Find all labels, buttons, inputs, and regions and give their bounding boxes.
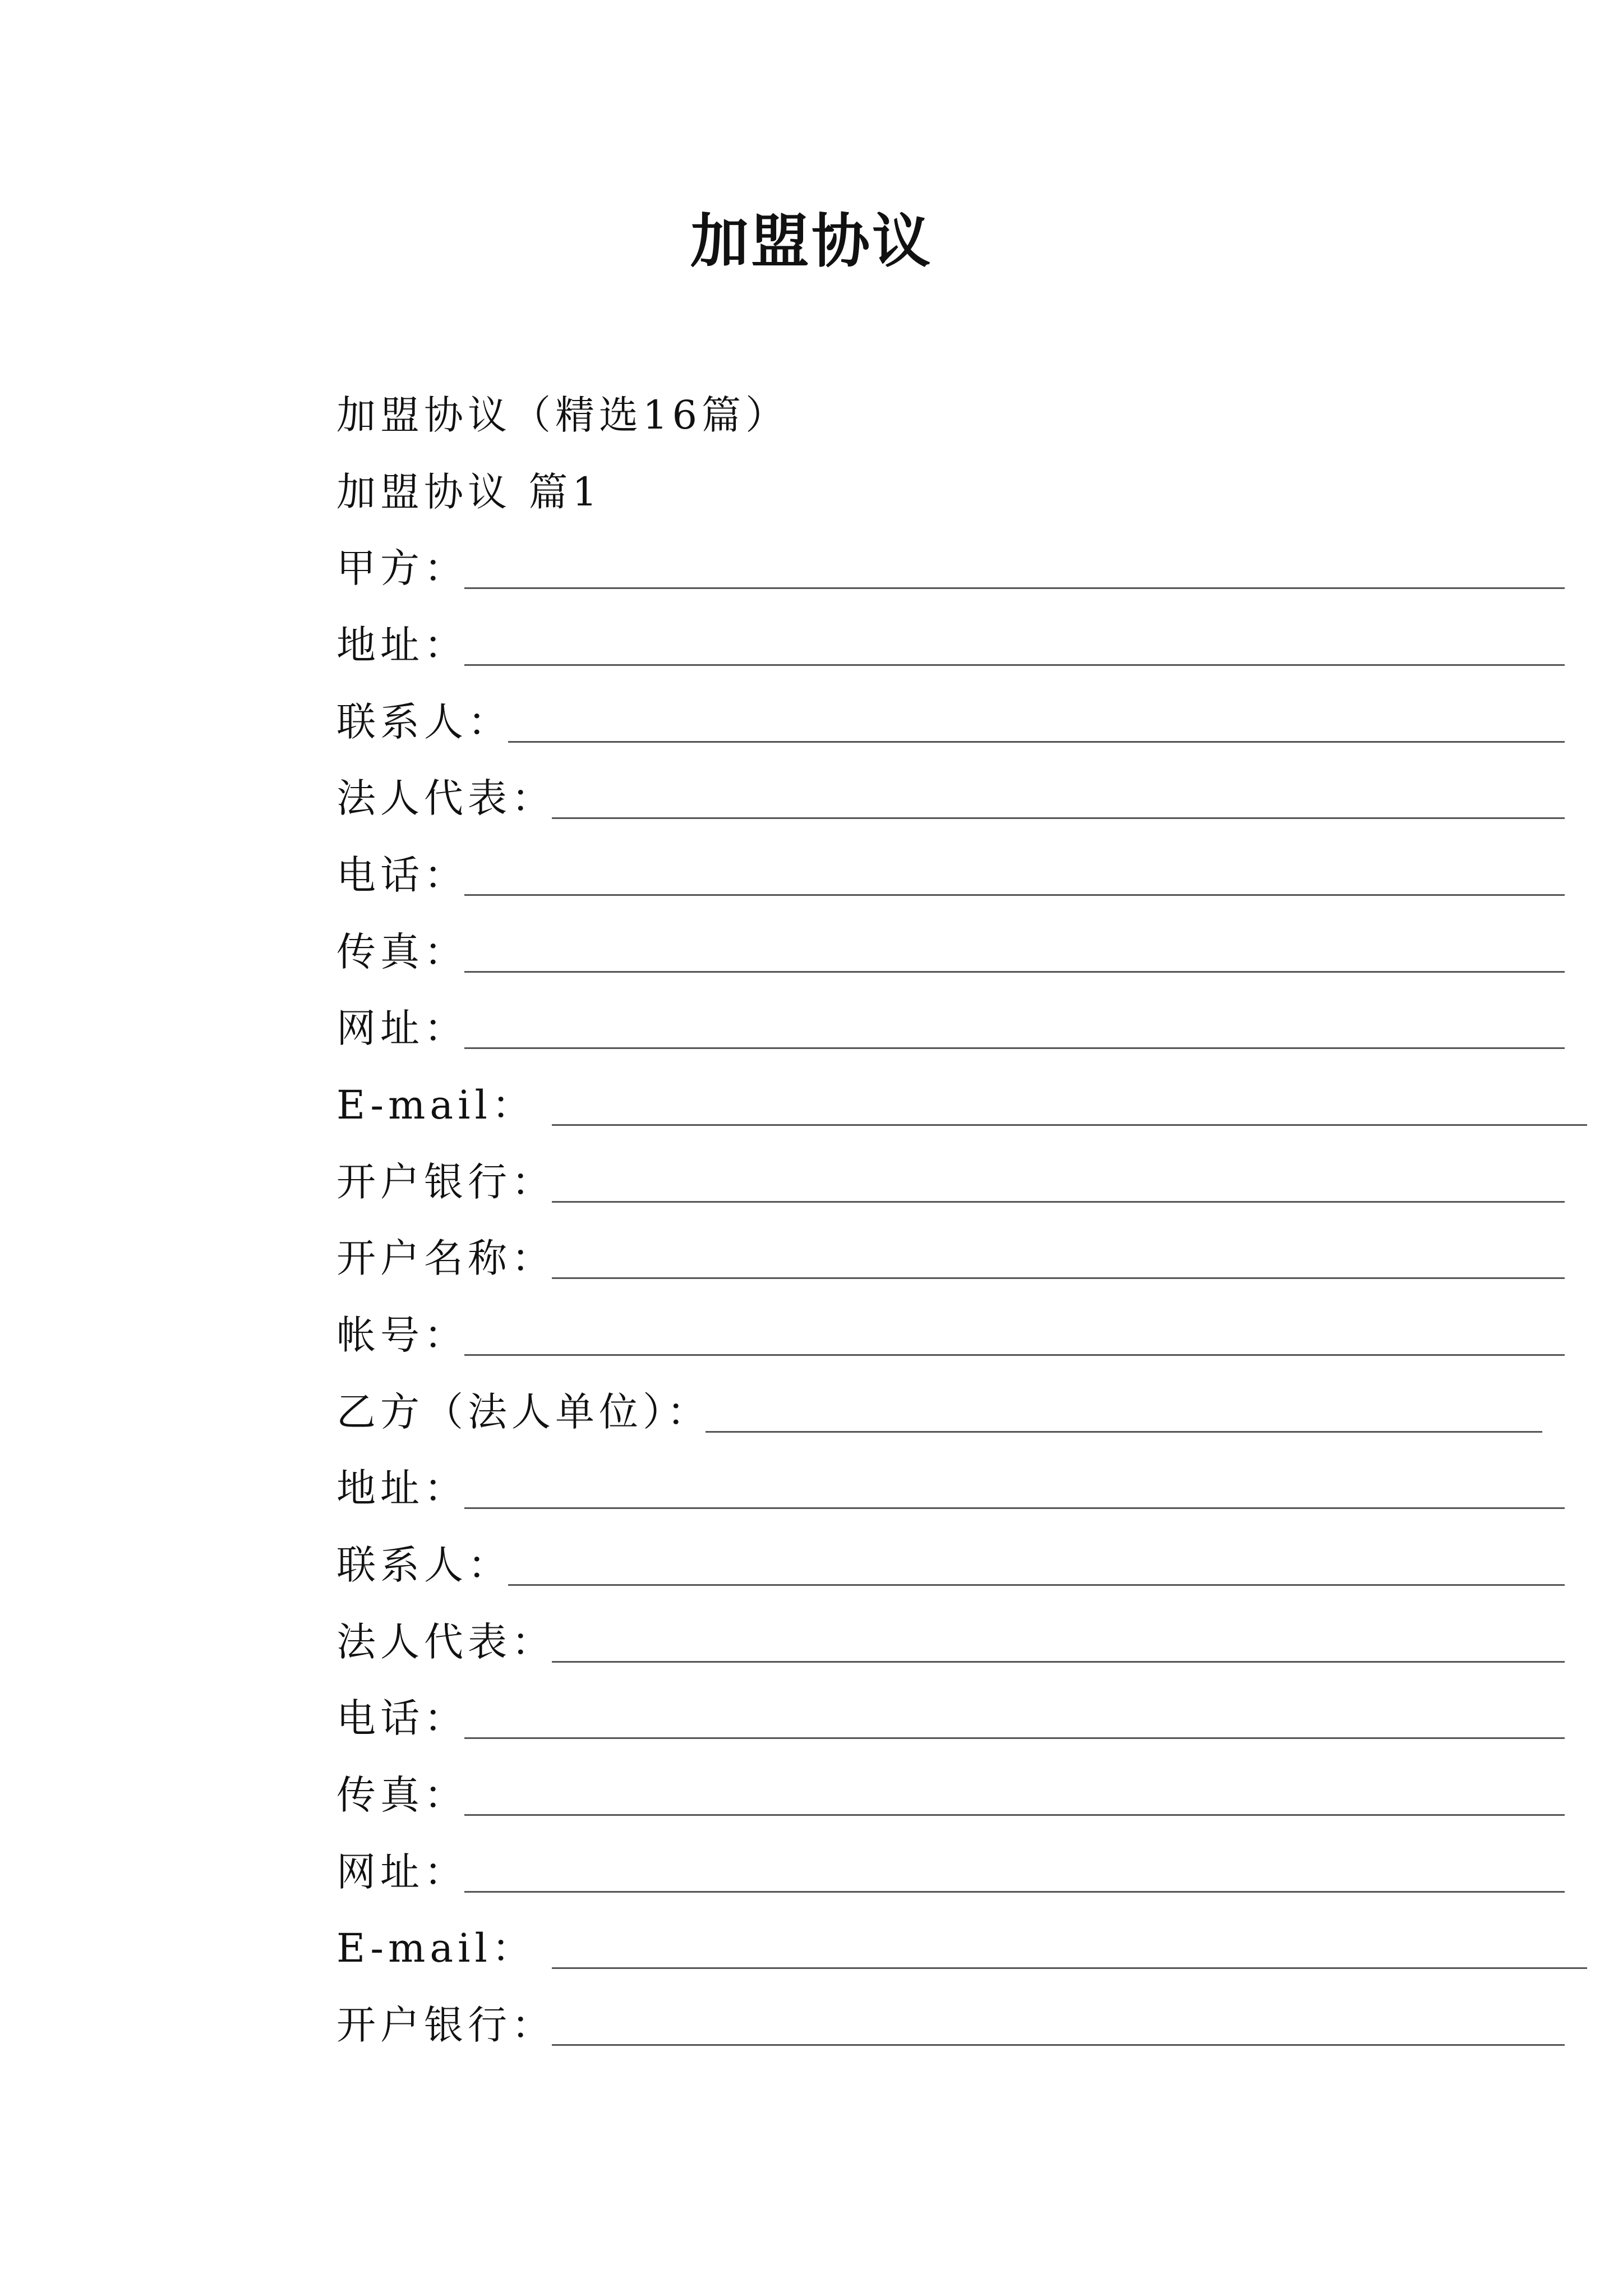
fill-in-blank[interactable] bbox=[508, 741, 1565, 743]
field-label: 地址： bbox=[336, 622, 468, 668]
field-label: 联系人： bbox=[336, 1542, 511, 1588]
field-label: 联系人： bbox=[336, 699, 511, 745]
fill-in-blank[interactable] bbox=[464, 1354, 1565, 1356]
field-label: 帐号： bbox=[336, 1312, 468, 1358]
field-label: 法人代表： bbox=[336, 1619, 555, 1665]
field-label: 地址： bbox=[336, 1465, 468, 1511]
fill-in-blank[interactable] bbox=[552, 1967, 1587, 1969]
fill-in-blank[interactable] bbox=[464, 1507, 1565, 1509]
fill-in-blank[interactable] bbox=[552, 2044, 1565, 2046]
page-title: 加盟协议 bbox=[690, 206, 933, 275]
section-heading: 加盟协议 篇1 bbox=[336, 469, 602, 515]
field-label: E-mail： bbox=[336, 1082, 536, 1128]
field-label: 电话： bbox=[336, 852, 468, 898]
field-label: 网址： bbox=[336, 1005, 468, 1051]
field-label: 开户银行： bbox=[336, 1159, 555, 1205]
field-label: E-mail： bbox=[336, 1925, 536, 1971]
field-label: 乙方（法人单位）： bbox=[336, 1389, 711, 1435]
fill-in-blank[interactable] bbox=[464, 1737, 1565, 1739]
field-label: 网址： bbox=[336, 1849, 468, 1895]
field-label: 开户银行： bbox=[336, 2002, 555, 2048]
fill-in-blank[interactable] bbox=[464, 1814, 1565, 1816]
fill-in-blank[interactable] bbox=[464, 587, 1565, 589]
fill-in-blank[interactable] bbox=[464, 664, 1565, 666]
field-label: 法人代表： bbox=[336, 775, 555, 821]
field-label: 电话： bbox=[336, 1695, 468, 1741]
document-subtitle: 加盟协议（精选16篇） bbox=[336, 392, 790, 438]
field-label: 开户名称： bbox=[336, 1235, 555, 1281]
fill-in-blank[interactable] bbox=[552, 1201, 1565, 1203]
fill-in-blank[interactable] bbox=[552, 1124, 1587, 1126]
fill-in-blank[interactable] bbox=[464, 894, 1565, 896]
fill-in-blank[interactable] bbox=[464, 1047, 1565, 1049]
fill-in-blank[interactable] bbox=[508, 1584, 1565, 1586]
fill-in-blank[interactable] bbox=[464, 1891, 1565, 1893]
fill-in-blank[interactable] bbox=[552, 1277, 1565, 1279]
fill-in-blank[interactable] bbox=[706, 1431, 1542, 1433]
field-label: 传真： bbox=[336, 929, 468, 975]
fill-in-blank[interactable] bbox=[552, 1661, 1565, 1663]
fill-in-blank[interactable] bbox=[464, 971, 1565, 973]
field-label: 传真： bbox=[336, 1772, 468, 1818]
fill-in-blank[interactable] bbox=[552, 817, 1565, 819]
field-label: 甲方： bbox=[336, 545, 468, 591]
